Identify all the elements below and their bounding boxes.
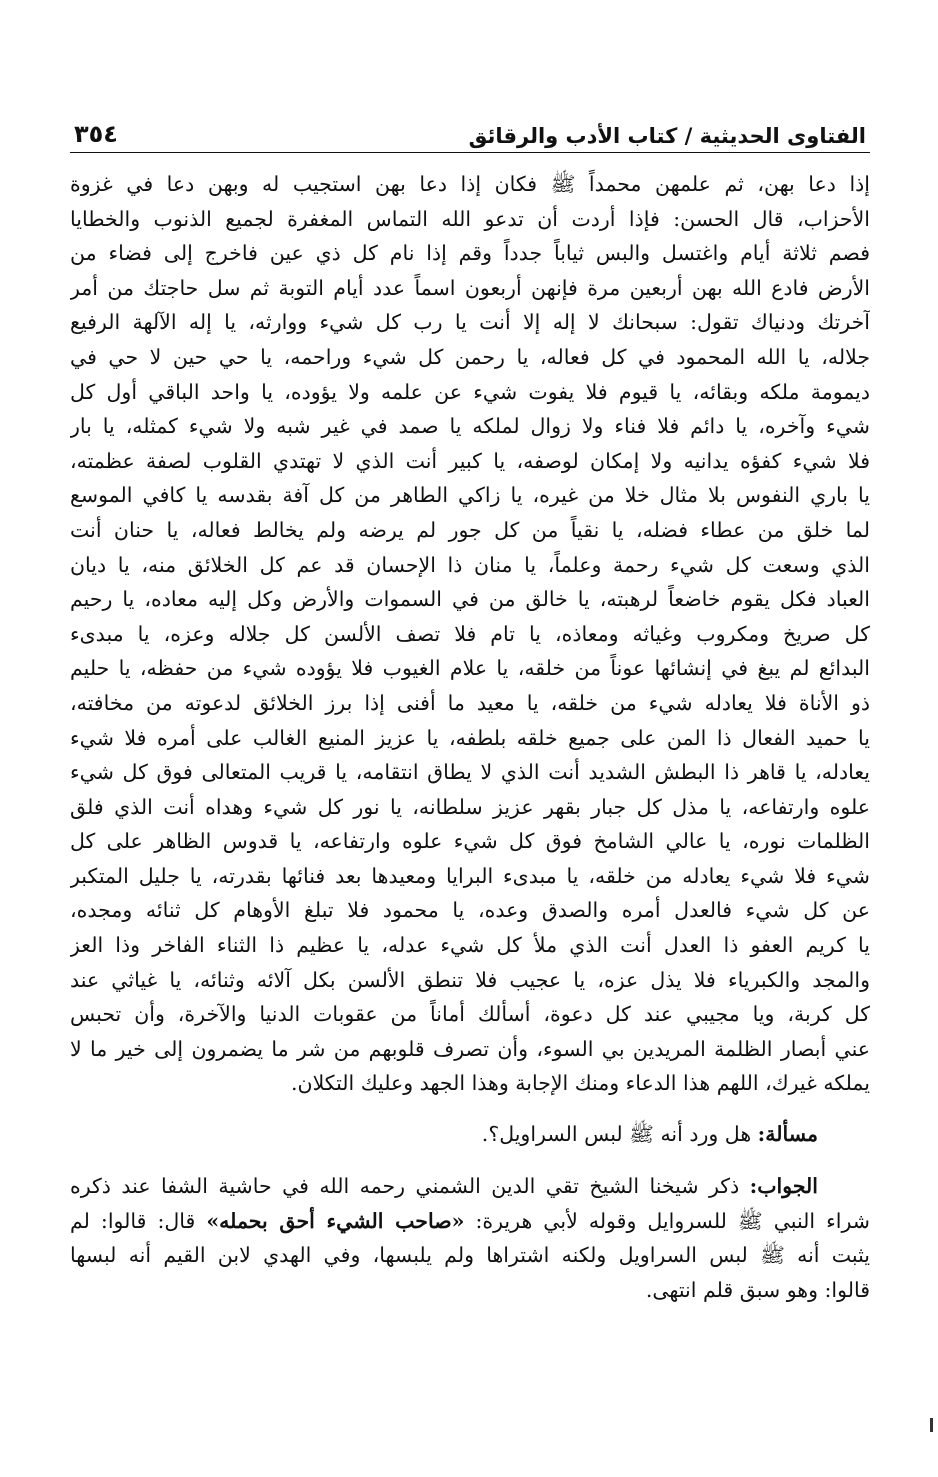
book-page — [70, 110, 870, 1307]
text-line: لما خلق من عطاء فضله، يا نقياً من كل جور لم يرضه ولم يخالط فعاله، يا حنان أنت — [70, 517, 870, 542]
answer-line — [70, 1169, 870, 1204]
page-number: ٣٥٤ — [74, 120, 118, 148]
text-line: فلا شيء كفؤه يدانيه ولا إمكان لوصفه، يا كبير أنت الذي لا تهتدي القلوب لصفة عظمته، — [70, 448, 870, 473]
text-line: الظلمات نوره، يا عالي الشامخ فوق كل شيء علوه وارتفاعه، يا قدوس الظاهر على كل — [70, 829, 870, 854]
answer-line: قالوا: وهو سبق قلم انتهى. — [645, 1277, 870, 1302]
answer-text: شراء النبي ﷺ للسروايل وقوله لأبي هريرة: — [475, 1208, 870, 1233]
text-line: شيء وآخره، يا دائم فلا فناء ولا زوال لملكه يا صمد في غير شبه ولا شيء كمثله، يا بار — [70, 414, 870, 439]
answer-text: ذكر شيخنا الشيخ تقي الدين الشمني رحمه الله في حاشية الشفا عند ذكره — [70, 1174, 740, 1199]
text-line: عني أبصار الظلمة المريدين بي السوء، وأن تصرف قلوبهم من شر ما يضمرون إلى خير ما لا — [70, 1036, 870, 1061]
text-line: يملكه غيرك، اللهم هذا الدعاء ومنك الإجابة وهذا الجهد وعليك التكلان. — [291, 1071, 870, 1096]
page-header — [70, 110, 870, 153]
text-line: شيء فلا شيء يعادله من خلقه، يا مبدىء البرايا ومعيدها بعد فنائها بقدرته، يا جليل المتكبر — [70, 863, 870, 888]
text-line: ذو الأناة فلا يعادله شيء من خلقه، يا معيد ما أفنى إذا برز الخلائق لدعوته من مخافته، — [70, 690, 870, 715]
text-line: الأحزاب، قال الحسن: فإذا أردت أن تدعو الله التماس المغفرة لجميع الذنوب والخطايا — [70, 206, 870, 231]
answer-text: قال: قالوا: لم — [70, 1208, 196, 1233]
hadith-quote: «صاحب الشيء أحق بحمله» — [206, 1208, 465, 1233]
text-line: جلاله، يا الله المحمود في كل فعاله، يا رحمن كل شيء وراحمه، يا حي حين لا حي في — [70, 344, 870, 369]
text-line: الذي وسعت كل شيء رحمة وعلماً، يا منان ذا الإحسان قد عم كل الخلائق منه، يا ديان — [70, 552, 870, 577]
answer-paragraph — [70, 1169, 870, 1307]
text-line: فصم ثلاثة أيام واغتسل والبس ثياباً جدداً وقم إذا نام كل ذي عين فاخرج إلى فضاء من — [70, 241, 870, 266]
answer-line — [70, 1204, 870, 1239]
question-label: مسألة: — [757, 1122, 818, 1147]
text-line: كل كربة، ويا مجيبي عند كل دعوة، أسألك أماناً من عقوبات الدنيا والآخرة، وأن تحبس — [70, 1002, 870, 1027]
main-text-block — [70, 167, 870, 1101]
text-line: يا كريم العفو ذا العدل أنت الذي ملأ كل شيء عدله، يا عظيم ذا الثناء الفاخر وذا العز — [70, 933, 870, 958]
text-line: كل صريخ ومكروب وغياثه ومعاذه، يا تام فلا تصف الألسن كل جلاله وعزه، يا مبدىء — [70, 621, 870, 646]
question-paragraph — [70, 1117, 870, 1151]
running-title: الفتاوى الحديثية / كتاب الأدب والرقائق — [468, 124, 866, 148]
text-line: آخرتك ودنياك تقول: سبحانك لا إله إلا أنت يا رب كل شيء ووارثه، يا إله الآلهة الرفيع — [70, 310, 870, 335]
text-line: يا حميد الفعال ذا المن على جميع خلقه بلطفه، يا عزيز المنيع الغالب على أمره فلا شيء — [70, 725, 870, 750]
text-line: إذا دعا بهن، ثم علمهن محمداً ﷺ فكان إذا دعا بهن استجيب له وبهن دعا في غزوة — [70, 172, 870, 196]
question-text: هل ورد أنه ﷺ لبس السراويل؟. — [481, 1122, 752, 1147]
text-line: والمجد والكبرياء فلا يذل عزه، يا عجيب فلا تنطق الألسن بكل آلائه وثنائه، يا غياثي عند — [70, 967, 870, 992]
text-line: الأرض فادع الله بهن أربعين مرة فإنهن أربعون اسماً عدد أيام التوبة ثم سل حاجتك من أمر — [70, 275, 870, 300]
text-line: العباد فكل يقوم خاضعاً لرهبته، يا خالق من في السموات والأرض وكل إليه معاده، يا رحيم — [70, 587, 870, 612]
text-line: علوه وارتفاعه، يا مذل كل جبار بقهر عزيز سلطانه، يا نور كل شيء وهداه أنت الذي فلق — [70, 794, 870, 819]
answer-label: الجواب: — [749, 1174, 818, 1199]
text-line: يعادله، يا قاهر ذا البطش الشديد أنت الذي لا يطاق انتقامه، يا قريب المتعالى فوق كل شيء — [70, 760, 870, 785]
text-line: عن كل شيء فالعدل أمره والصدق وعده، يا محمود فلا تبلغ الأوهام كل ثنائه ومجده، — [70, 898, 870, 923]
answer-line: يثبت أنه ﷺ لبس السراويل ولكنه اشتراها ولم يلبسها، وفي الهدي لابن القيم أنه لبسها — [70, 1243, 870, 1268]
scan-edge-mark — [930, 1418, 933, 1432]
text-line: البدائع لم يبغ في إنشائها عوناً من خلقه، يا علام الغيوب فلا يؤوده شيء من حفظه، يا حليم — [70, 656, 870, 681]
text-line: يا باري النفوس بلا مثال خلا من غيره، يا زاكي الطاهر من كل آفة بقدسه يا كافي الموسع — [70, 483, 870, 508]
text-line: ديمومة ملكه وبقائه، يا قيوم فلا يفوت شيء عن علمه ولا يؤوده، يا واحد الباقي أول كل — [70, 379, 870, 404]
